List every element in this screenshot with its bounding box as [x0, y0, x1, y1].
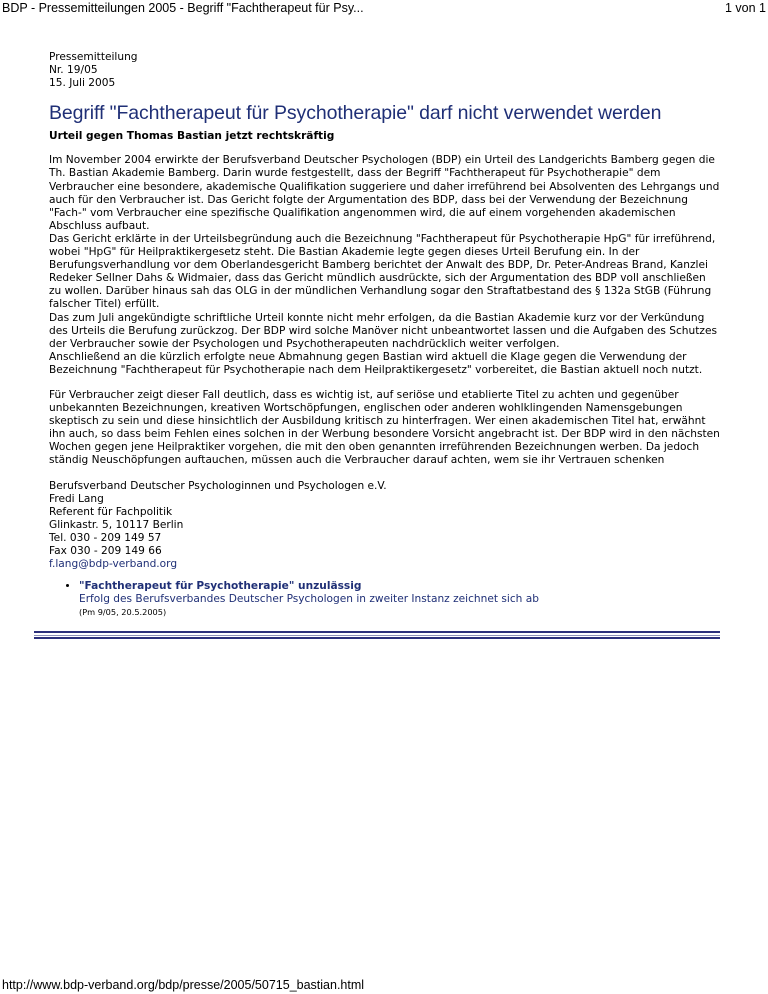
press-release-date: 15. Juli 2005: [49, 77, 116, 90]
contact-name: Fredi Lang: [49, 492, 104, 505]
contact-phone: Tel. 030 - 209 149 57: [49, 531, 162, 544]
footer-divider: [34, 631, 720, 639]
contact-block: [49, 480, 721, 572]
article-paragraph-1: [49, 154, 721, 377]
print-page-title: BDP - Pressemitteilungen 2005 - Begriff "Fachtherapeut für Psy...: [2, 1, 364, 15]
paragraph-line: Das zum Juli angekündigte schriftliche Urteil konnte nicht mehr erfolgen, da die Bastian Akademie kurz vor der Verkündung des Urteils die Berufung zurückzog. Der BDP wird solche Manöver nicht unbeantwortet lassen und die Aufgaben des Schutzes der Verbraucher sowie der Psychologen und Psychotherapeuten nachdrücklich weiter verfolgen.: [49, 311, 717, 350]
contact-email-link[interactable]: f.lang@bdp-verband.org: [49, 558, 178, 571]
related-link-note: (Pm 9/05, 20.5.2005): [79, 607, 167, 618]
press-release-content: [49, 51, 721, 619]
related-link-item: [79, 580, 721, 619]
press-release-number: Nr. 19/05: [49, 64, 98, 77]
print-page-number: 1 von 1: [724, 1, 766, 15]
print-footer-url: http://www.bdp-verband.org/bdp/presse/2005/50715_bastian.html: [2, 978, 365, 992]
article-subtitle: Urteil gegen Thomas Bastian jetzt rechtskräftig: [49, 130, 335, 143]
related-link-description: Erfolg des Berufsverbandes Deutscher Psychologen in zweiter Instanz zeichnet sich ab: [79, 593, 539, 606]
contact-organization: Berufsverband Deutscher Psychologinnen und Psychologen e.V.: [49, 479, 387, 492]
contact-role: Referent für Fachpolitik: [49, 505, 173, 518]
article-paragraph-2: Für Verbraucher zeigt dieser Fall deutlich, dass es wichtig ist, auf seriöse und etablierte Titel zu achten und gegenüber unbekannten Bezeichnungen, kreativen Wortschöpfungen, englischen oder anderen wohlklingenden Namensgebungen skeptisch zu sein und diese hinsichtlich der Ausbildung kritisch zu hinterfragen. Wer einen akademischen Titel hat, erwähnt ihn auch, so dass beim Fehlen eines solchen in der Werbung besondere Vorsicht angebracht ist. Der BDP wird in den nächsten Wochen gegen jene Heilpraktiker vorgehen, die mit den oben genannten irreführenden Bezeichnungen werben. Da jedoch ständig Neuschöpfungen auftauchen, müssen auch die Verbraucher darauf achten, wem sie ihr Vertrauen schenken: [49, 388, 720, 467]
press-release-meta: [49, 51, 721, 90]
press-release-label: Pressemitteilung: [49, 51, 138, 63]
print-header: [0, 0, 768, 16]
related-links-list: [49, 580, 721, 619]
paragraph-line: Das Gericht erklärte in der Urteilsbegründung auch die Bezeichnung "Fachtherapeut für Psychotherapie HpG" für irreführend, wobei "HpG" für Heilpraktikergesetz steht. Die Bastian Akademie legte gegen dieses Urteil Berufung ein. In der Berufungsverhandlung vor dem Oberlandesgericht Bamberg berichtet der Anwalt des BDP, Dr. Peter-Andreas Brand, Kanzlei Redeker Sellner Dahs & Widmaier, dass das Gericht mündlich ausdrückte, sich der Argumentation des BDP voll anschließen zu wollen. Darüber hinaus sah das OLG in der mündlichen Verhandlung sogar den Straftatbestand des § 132a StGB (Führung falscher Titel) erfüllt.: [49, 232, 716, 311]
article-title: Begriff "Fachtherapeut für Psychotherapie" darf nicht verwendet werden: [49, 102, 662, 125]
contact-address: Glinkastr. 5, 10117 Berlin: [49, 518, 184, 531]
paragraph-line: Anschließend an die kürzlich erfolgte neue Abmahnung gegen Bastian wird aktuell die Klage gegen die Verwendung der Bezeichnung "Fachtherapeut für Psychotherapie nach dem Heilpraktikergesetz" vorbereitet, die Bastian aktuell noch nutzt.: [49, 350, 703, 376]
contact-fax: Fax 030 - 209 149 66: [49, 545, 162, 557]
paragraph-line: Im November 2004 erwirkte der Berufsverband Deutscher Psychologen (BDP) ein Urteil des Landgerichts Bamberg gegen die Th. Bastian Akademie Bamberg. Darin wurde festgestellt, dass der Begriff "Fachtherapeut für Psychotherapie" dem Verbraucher eine besondere, akademische Qualifikation suggeriere und daher irreführend bei Absolventen des Lehrgangs und auch für den Verbraucher ist. Das Gericht folgte der Argumentation des BDP, dass bei der Verwendung der Bezeichnung "Fach-" vom Verbraucher eine spezifische Qualifikation angenommen wird, die auf einem vorgehenden akademischen Abschluss aufbaut.: [49, 154, 720, 232]
related-link-title[interactable]: "Fachtherapeut für Psychotherapie" unzulässig: [79, 580, 362, 593]
